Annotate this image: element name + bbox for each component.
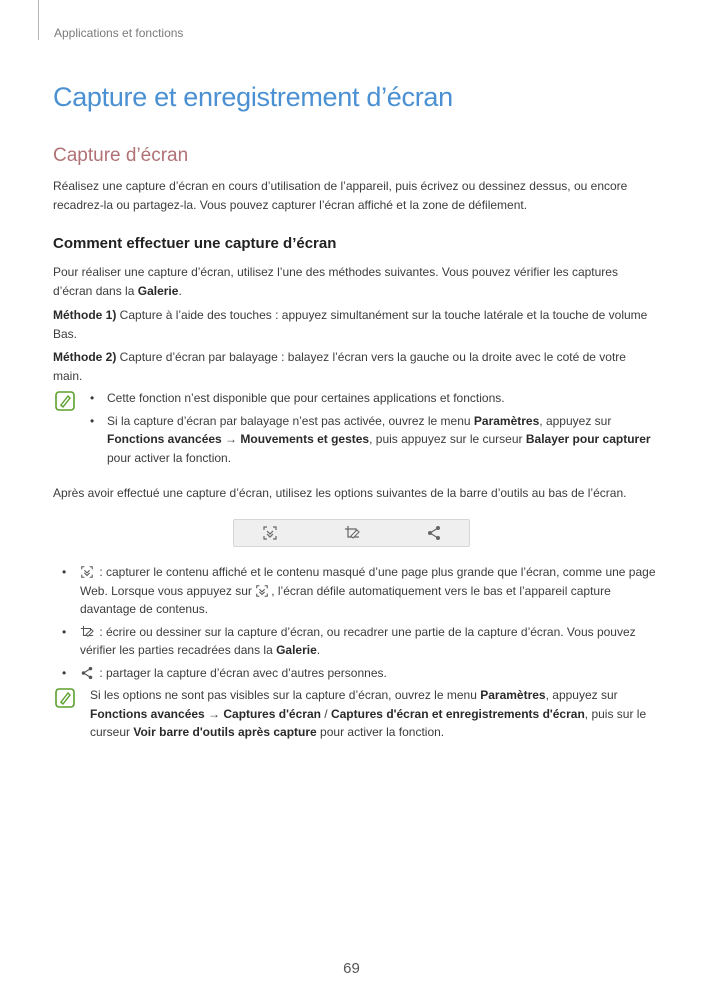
method-2: Méthode 2) Capture d’écran par balayage : balayez l’écran vers la gauche ou la droite avec le coté de votre main. [53, 350, 626, 383]
note-bullets [90, 389, 655, 471]
method-2-label: Méthode 2) [53, 350, 117, 364]
edit-crop-icon [80, 625, 94, 639]
screenshot-toolbar [233, 519, 470, 547]
page-title: Capture et enregistrement d’écran [53, 82, 453, 112]
running-head: Applications et fonctions [54, 26, 184, 40]
howto-paragraph: Pour réaliser une capture d’écran, utilisez l’une des méthodes suivantes. Vous pouvez vérifier les captures d’écran dans la Galerie. [53, 265, 618, 298]
list-item: • : partager la capture d’écran avec d’autres personnes. [62, 665, 387, 680]
share-icon[interactable] [426, 525, 442, 541]
note-icon [55, 688, 75, 708]
subsection-title: Comment effectuer une capture d’écran [53, 235, 337, 252]
share-icon [80, 666, 94, 680]
scroll-capture-icon [255, 584, 269, 598]
scroll-capture-icon[interactable] [262, 525, 278, 541]
note-2: Si les options ne sont pas visibles sur la capture d’écran, ouvrez le menu Paramètres, appuyez sur Fonctions avancées → Captures d'écran / Captures d'écran et enregistrements d'écran, puis sur le curseur Voir barre d'outils après capture pour activer la fonction. [90, 688, 647, 739]
section-title: Capture d’écran [53, 145, 189, 166]
note-icon [55, 391, 75, 411]
edit-crop-icon[interactable] [344, 525, 360, 541]
toolbar-intro: Après avoir effectué une capture d’écran, utilisez les options suivantes de la barre d’outils au bas de l’écran. [53, 486, 627, 500]
method-1-label: Méthode 1) [53, 308, 117, 322]
method-1: Méthode 1) Capture à l’aide des touches : appuyez simultanément sur la touche latérale et la touche de volume Bas. [53, 308, 648, 341]
list-item: • Si la capture d’écran par balayage n’est pas activée, ouvrez le menu Paramètres, appuyez sur Fonctions avancées → Mouvements et gestes, puis appuyez sur le curseur Balayer pour capturer pour activer la fonction. [90, 413, 651, 465]
page-number: 69 [343, 960, 360, 977]
margin-rule [38, 0, 39, 40]
list-item: • Cette fonction n’est disponible que pour certaines applications et fonctions. [90, 391, 505, 405]
list-item: • : capturer le contenu affiché et le contenu masqué d’une page plus grande que l’écran, comme une page Web. Lorsque vous appuyez sur , l’écran défile automatiquement vers le bas et l’appareil capture davantage de contenus. [62, 565, 656, 616]
gallery-keyword: Galerie [137, 283, 179, 298]
toolbar-options-list [62, 563, 657, 686]
section-intro: Réalisez une capture d’écran en cours d’utilisation de l’appareil, puis écrivez ou dessinez dessus, ou encore recadrez-la ou partagez-la. Vous pouvez capturer l’écran affiché et la zone de défilement. [53, 179, 628, 212]
scroll-capture-icon [80, 565, 94, 579]
list-item: • : écrire ou dessiner sur la capture d’écran, ou recadrer une partie de la capture d’écran. Vous pouvez vérifier les parties recadrées dans la Galerie. [62, 624, 636, 657]
